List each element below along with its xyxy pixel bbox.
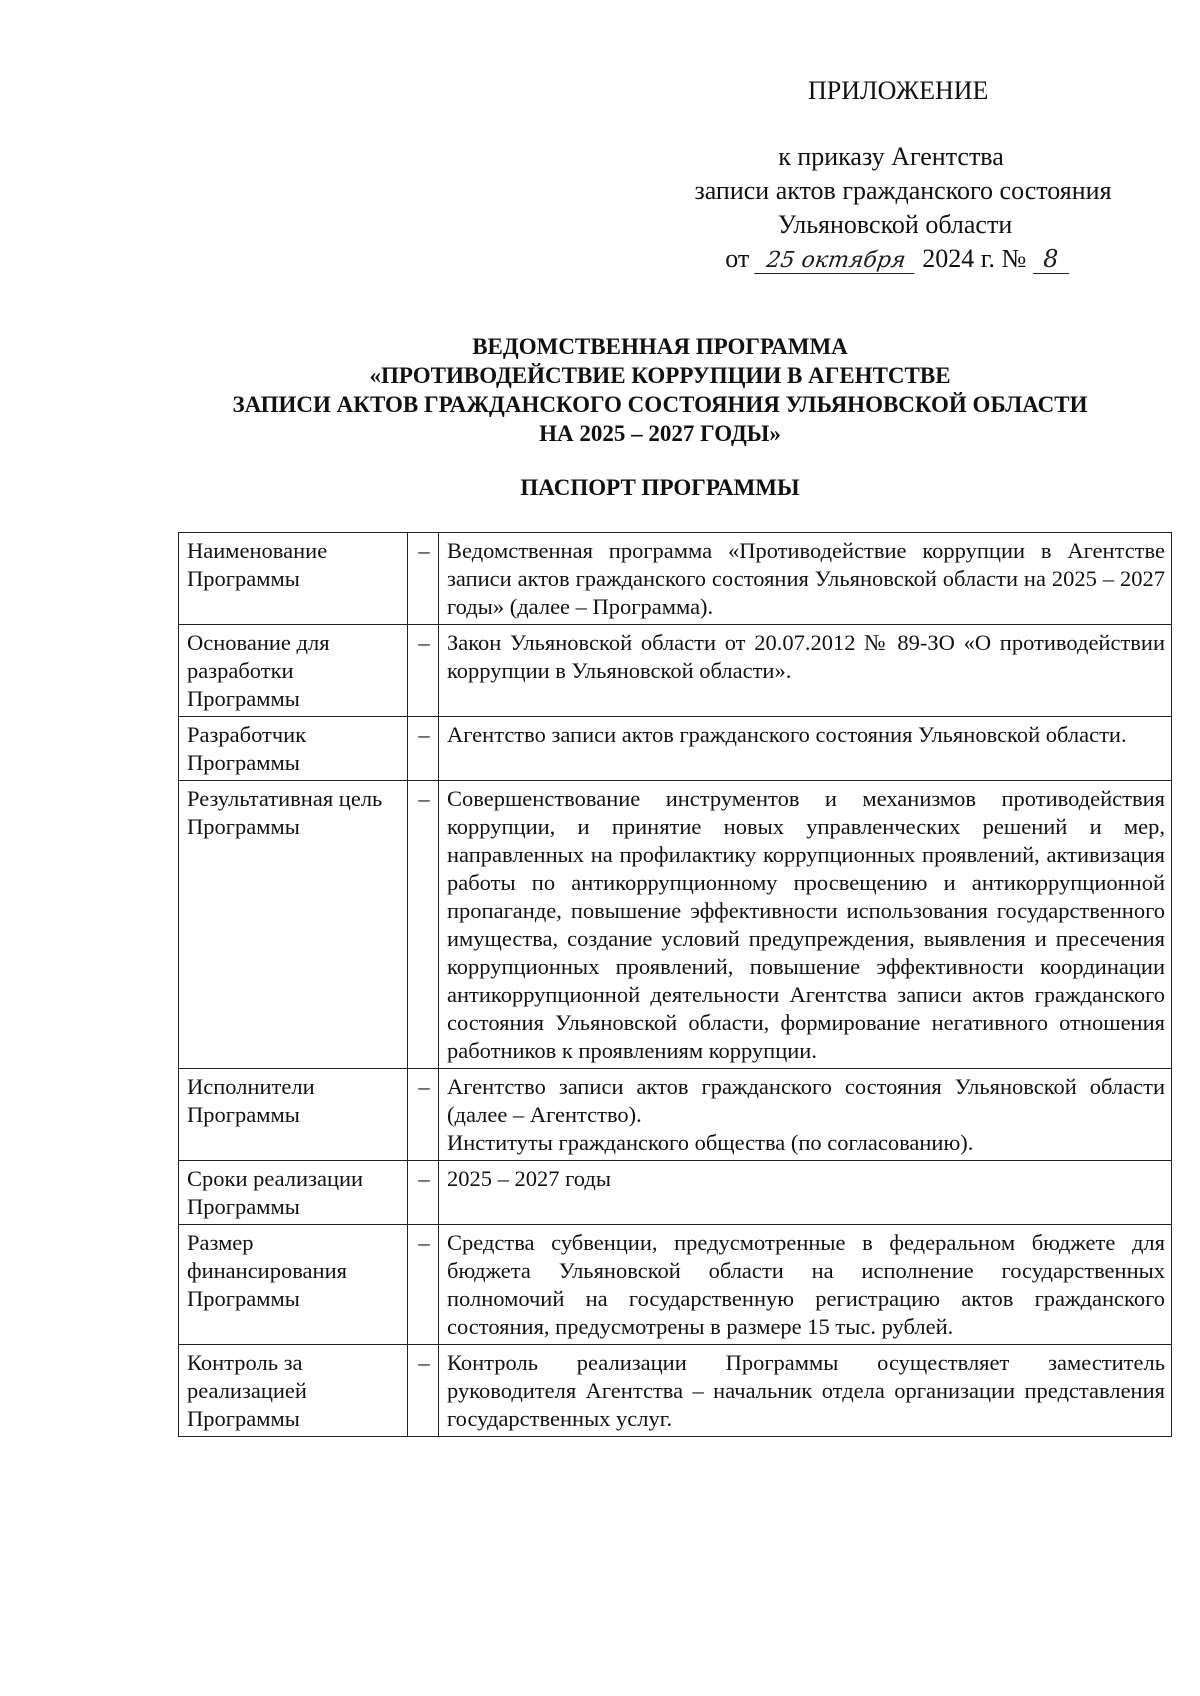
approval-line-2: записи актов гражданского состояния [694, 176, 1112, 205]
order-year-number-label: 2024 г. № [922, 244, 1027, 273]
row-value: Ведомственная программа «Противодействие коррупции в Агентстве записи актов гражданского состояния Ульяновской области на 2025 – 2027 годы» (далее – Программа). [439, 533, 1172, 625]
approval-date-line [662, 244, 1132, 274]
program-title [120, 332, 1200, 448]
row-label: Разработчик Программы [179, 717, 408, 781]
table-row [179, 625, 1172, 717]
approval-line-3: Ульяновской области [777, 210, 1013, 239]
row-value: 2025 – 2027 годы [439, 1161, 1172, 1225]
row-dash: – [408, 533, 439, 625]
date-prefix: от [725, 244, 750, 273]
title-line-1: ВЕДОМСТВЕННАЯ ПРОГРАММА [472, 334, 848, 359]
title-line-4: НА 2025 – 2027 ГОДЫ» [539, 421, 781, 446]
approval-line-1: к приказу Агентства [778, 142, 1004, 171]
row-value-group [439, 1069, 1172, 1161]
row-label: Исполнители Программы [179, 1069, 408, 1161]
row-value: Контроль реализации Программы осуществляет заместитель руководителя Агентства – начальник отдела организации представления государственных услуг. [439, 1345, 1172, 1437]
row-dash: – [408, 781, 439, 1069]
handwritten-date: 25 октября [754, 248, 918, 274]
row-dash: – [408, 1161, 439, 1225]
table-row [179, 1161, 1172, 1225]
table-row [179, 781, 1172, 1069]
row-value: Закон Ульяновской области от 20.07.2012 № 89-ЗО «О противодействии коррупции в Ульяновской области». [439, 625, 1172, 717]
table-row [179, 1069, 1172, 1161]
row-value: Агентство записи актов гражданского состояния Ульяновской области (далее – Агентство). [447, 1074, 1165, 1127]
title-line-3: ЗАПИСИ АКТОВ ГРАЖДАНСКОГО СОСТОЯНИЯ УЛЬЯНОВСКОЙ ОБЛАСТИ [232, 392, 1088, 417]
table-row [179, 717, 1172, 781]
passport-heading: ПАСПОРТ ПРОГРАММЫ [520, 475, 800, 500]
row-label: Контроль за реализацией Программы [179, 1345, 408, 1437]
row-dash: – [408, 1345, 439, 1437]
title-line-2: «ПРОТИВОДЕЙСТВИЕ КОРРУПЦИИ В АГЕНТСТВЕ [369, 363, 951, 388]
row-label: Сроки реализации Программы [179, 1161, 408, 1225]
row-label: Основание для разработки Программы [179, 625, 408, 717]
handwritten-order-number: 8 [1033, 245, 1069, 274]
row-dash: – [408, 625, 439, 717]
table-row [179, 1345, 1172, 1437]
row-label: Размер финансирования Программы [179, 1225, 408, 1345]
row-value: Средства субвенции, предусмотренные в федеральном бюджете для бюджета Ульяновской области на исполнение государственных полномочий на государственную регистрацию актов гражданского состояния, предусмотрены в размере 15 тыс. рублей. [439, 1225, 1172, 1345]
row-dash: – [408, 1225, 439, 1345]
table-row [179, 1225, 1172, 1345]
table-row [179, 533, 1172, 625]
approval-heading: ПРИЛОЖЕНИЕ [808, 76, 989, 105]
row-label: Результативная цель Программы [179, 781, 408, 1069]
row-dash: – [408, 717, 439, 781]
passport-table [178, 532, 1172, 1437]
row-value: Агентство записи актов гражданского состояния Ульяновской области. [439, 717, 1172, 781]
row-value-secondary: Институты гражданского общества (по согласованию). [447, 1130, 974, 1155]
row-value: Совершенствование инструментов и механизмов противодействия коррупции, и принятие новых управленческих решений и мер, направленных на профилактику коррупционных проявлений, активизация работы по антикоррупционному просвещению и антикоррупционной пропаганде, повышение эффективности использования государственного имущества, создание условий предупреждения, выявления и пресечения коррупционных проявлений, повышение эффективности координации антикоррупционной деятельности Агентства записи актов гражданского состояния Ульяновской области, формирование негативного отношения работников к проявлениям коррупции. [439, 781, 1172, 1069]
row-label: Наименование Программы [179, 533, 408, 625]
row-dash: – [408, 1069, 439, 1161]
